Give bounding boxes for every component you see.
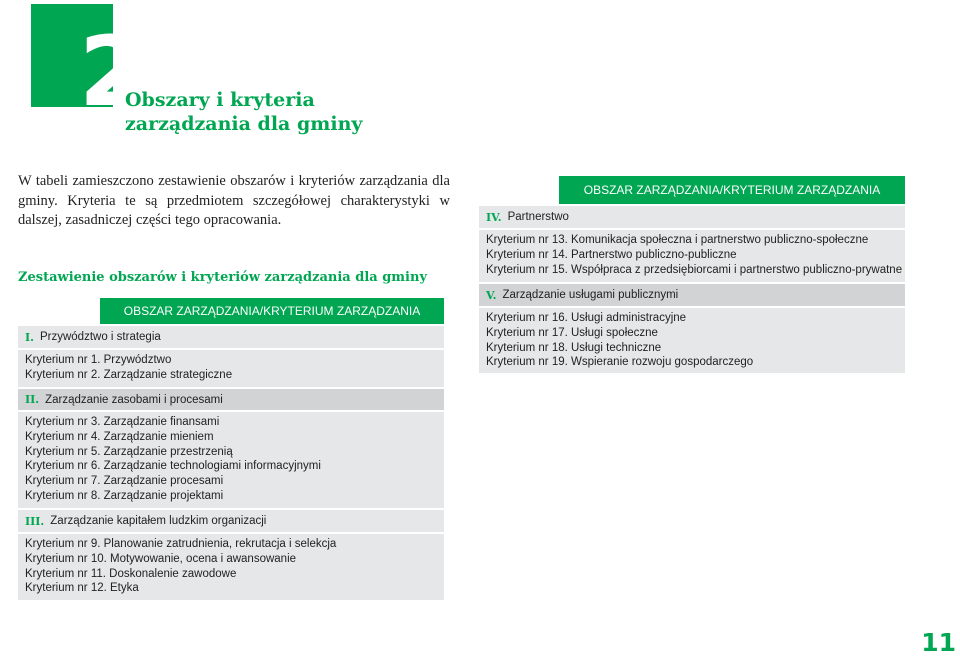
area-row-2 <box>18 389 444 410</box>
criterion-item: Kryterium nr 19. Wspieranie rozwoju gospodarczego <box>486 356 754 369</box>
area-number: III. <box>25 514 45 528</box>
criterion-item: Kryterium nr 10. Motywowanie, ocena i awansowanie <box>25 552 297 565</box>
criterion-item: Kryterium nr 11. Doskonalenie zawodowe <box>25 567 237 580</box>
criterion-item: Kryterium nr 5. Zarządzanie przestrzenią <box>25 445 233 458</box>
criterion-item: Kryterium nr 7. Zarządzanie procesami <box>25 475 224 488</box>
area-row-1 <box>18 326 444 348</box>
criterion-item: Kryterium nr 9. Planowanie zatrudnienia, rekrutacja i selekcja <box>25 538 337 550</box>
chapter-title-line2: zarządzania dla gminy <box>125 113 363 135</box>
area-name: Zarządzanie kapitałem ludzkim organizacji <box>50 515 267 527</box>
area-number: IV. <box>486 210 502 224</box>
area-row-5 <box>479 284 905 306</box>
area-name: Zarządzanie zasobami i procesami <box>45 393 223 406</box>
criterion-item: Kryterium nr 8. Zarządzanie projektami <box>25 489 224 502</box>
criteria-list-2 <box>18 412 444 508</box>
table-header-left: OBSZAR ZARZĄDZANIA/KRYTERIUM ZARZĄDZANIA <box>100 298 444 324</box>
criterion-item: Kryterium nr 2. Zarządzanie strategiczne <box>25 368 233 381</box>
criterion-item: Kryterium nr 18. Usługi techniczne <box>486 341 662 354</box>
criteria-list-1 <box>18 350 444 387</box>
criteria-list-4 <box>479 230 905 282</box>
criterion-item: Kryterium nr 4. Zarządzanie mieniem <box>25 430 214 443</box>
area-name: Przywództwo i strategia <box>39 331 161 343</box>
area-row-3 <box>18 510 444 532</box>
criterion-item: Kryterium nr 15. Współpraca z przedsiębiorcami i partnerstwo publiczno-prywatne <box>486 263 903 276</box>
page-number: 11 <box>921 628 956 657</box>
area-number: II. <box>25 393 40 406</box>
intro-paragraph: W tabeli zamieszczono zestawienie obszarów i kryteriów zarządzania dla gminy. Kryteria te są przedmiotem szczegółowej charakterystyki w dalszej, zasadniczej części tego opracowania. <box>18 173 450 228</box>
chapter-title <box>125 88 362 136</box>
criteria-list-3 <box>18 534 444 600</box>
chapter-number-box <box>31 4 142 128</box>
criterion-item: Kryterium nr 16. Usługi administracyjne <box>486 312 687 324</box>
area-name: Partnerstwo <box>507 211 569 223</box>
area-name: Zarządzanie usługami publicznymi <box>502 289 679 301</box>
criterion-item: Kryterium nr 1. Przywództwo <box>25 354 172 366</box>
area-number: I. <box>25 330 34 344</box>
area-row-4 <box>479 206 905 228</box>
criterion-item: Kryterium nr 3. Zarządzanie finansami <box>25 416 220 428</box>
criterion-item: Kryterium nr 14. Partnerstwo publiczno-publiczne <box>486 248 737 261</box>
chapter-title-line1: Obszary i kryteria <box>125 89 315 111</box>
criterion-item: Kryterium nr 13. Komunikacja społeczna i partnerstwo publiczno-społeczne <box>486 234 869 246</box>
chapter-number: 2 <box>79 16 142 128</box>
area-number: V. <box>486 288 497 302</box>
table-header-right: OBSZAR ZARZĄDZANIA/KRYTERIUM ZARZĄDZANIA <box>559 176 905 204</box>
criterion-item: Kryterium nr 12. Etyka <box>25 582 139 595</box>
section-heading: Zestawienie obszarów i kryteriów zarządzania dla gminy <box>18 270 428 285</box>
criterion-item: Kryterium nr 6. Zarządzanie technologiami informacyjnymi <box>25 460 321 473</box>
criteria-list-5 <box>479 308 905 373</box>
criterion-item: Kryterium nr 17. Usługi społeczne <box>486 326 658 339</box>
